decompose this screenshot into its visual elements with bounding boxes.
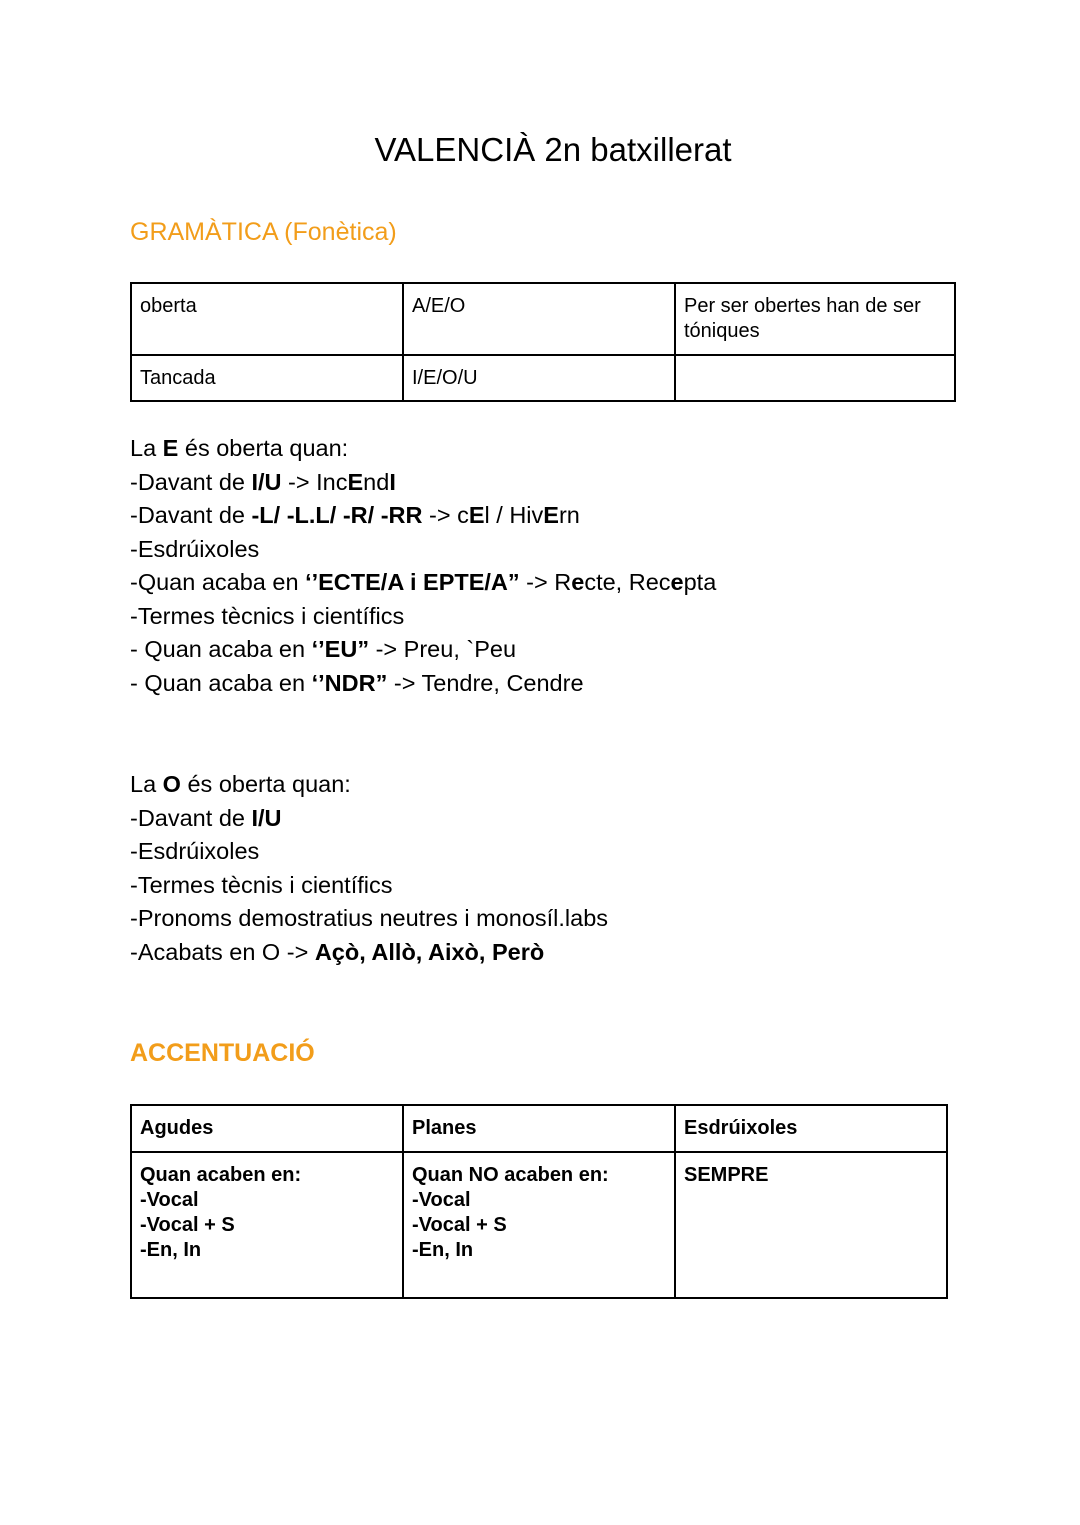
list-item: -Esdrúixoles [130, 535, 260, 562]
page-title: VALENCIÀ 2n batxillerat [374, 131, 732, 168]
o-rules-block [130, 768, 608, 969]
table-header-cell: Planes [403, 1105, 675, 1152]
table-cell: oberta [131, 283, 403, 355]
list-item: -Termes tècnics i científics [130, 602, 405, 629]
list-item: -Acabats en O -> Açò, Allò, Això, Però [130, 938, 545, 965]
list-item: -Quan acaba en ‘’ECTE/A i EPTE/A” -> Recte, Recepta [130, 569, 717, 595]
table-row [131, 355, 955, 401]
table-cell: Quan acaben en: -Vocal -Vocal + S -En, In [131, 1152, 403, 1298]
table-cell: Per ser obertes han de ser tóniques [675, 283, 955, 355]
table-cell [675, 355, 955, 401]
list-item: -Termes tècnis i científics [130, 871, 393, 898]
section-heading-gramatica: GRAMÀTICA (Fonètica) [130, 218, 397, 246]
table-row [131, 1152, 947, 1298]
accent-table [130, 1104, 948, 1299]
e-rules-intro: La E és oberta quan: [130, 435, 349, 461]
table-row [131, 283, 955, 355]
list-item: -Davant de I/U -> IncEndI [130, 468, 396, 495]
list-item: - Quan acaba en ‘’NDR” -> Tendre, Cendre [130, 669, 584, 696]
table-cell: SEMPRE [675, 1152, 947, 1298]
e-rules-block [130, 432, 716, 700]
list-item: -Esdrúixoles [130, 838, 260, 864]
table-header-cell: Agudes [131, 1105, 403, 1152]
vowel-table [130, 282, 956, 402]
list-item: -Pronoms demostratius neutres i monosíl.labs [130, 905, 609, 931]
section-heading-accentuacio: ACCENTUACIÓ [130, 1039, 315, 1067]
table-header-row [131, 1105, 947, 1152]
table-cell: A/E/O [403, 283, 675, 355]
table-cell: Tancada [131, 355, 403, 401]
list-item: -Davant de -L/ -L.L/ -R/ -RR -> cEl / HivErn [130, 502, 580, 528]
table-cell: Quan NO acaben en: -Vocal -Vocal + S -En, In [403, 1152, 675, 1298]
list-item: -Davant de I/U [130, 804, 282, 831]
list-item: - Quan acaba en ‘’EU” -> Preu, `Peu [130, 636, 517, 662]
table-header-cell: Esdrúixoles [675, 1105, 947, 1152]
o-rules-intro: La O és oberta quan: [130, 771, 351, 797]
table-cell: I/E/O/U [403, 355, 675, 401]
